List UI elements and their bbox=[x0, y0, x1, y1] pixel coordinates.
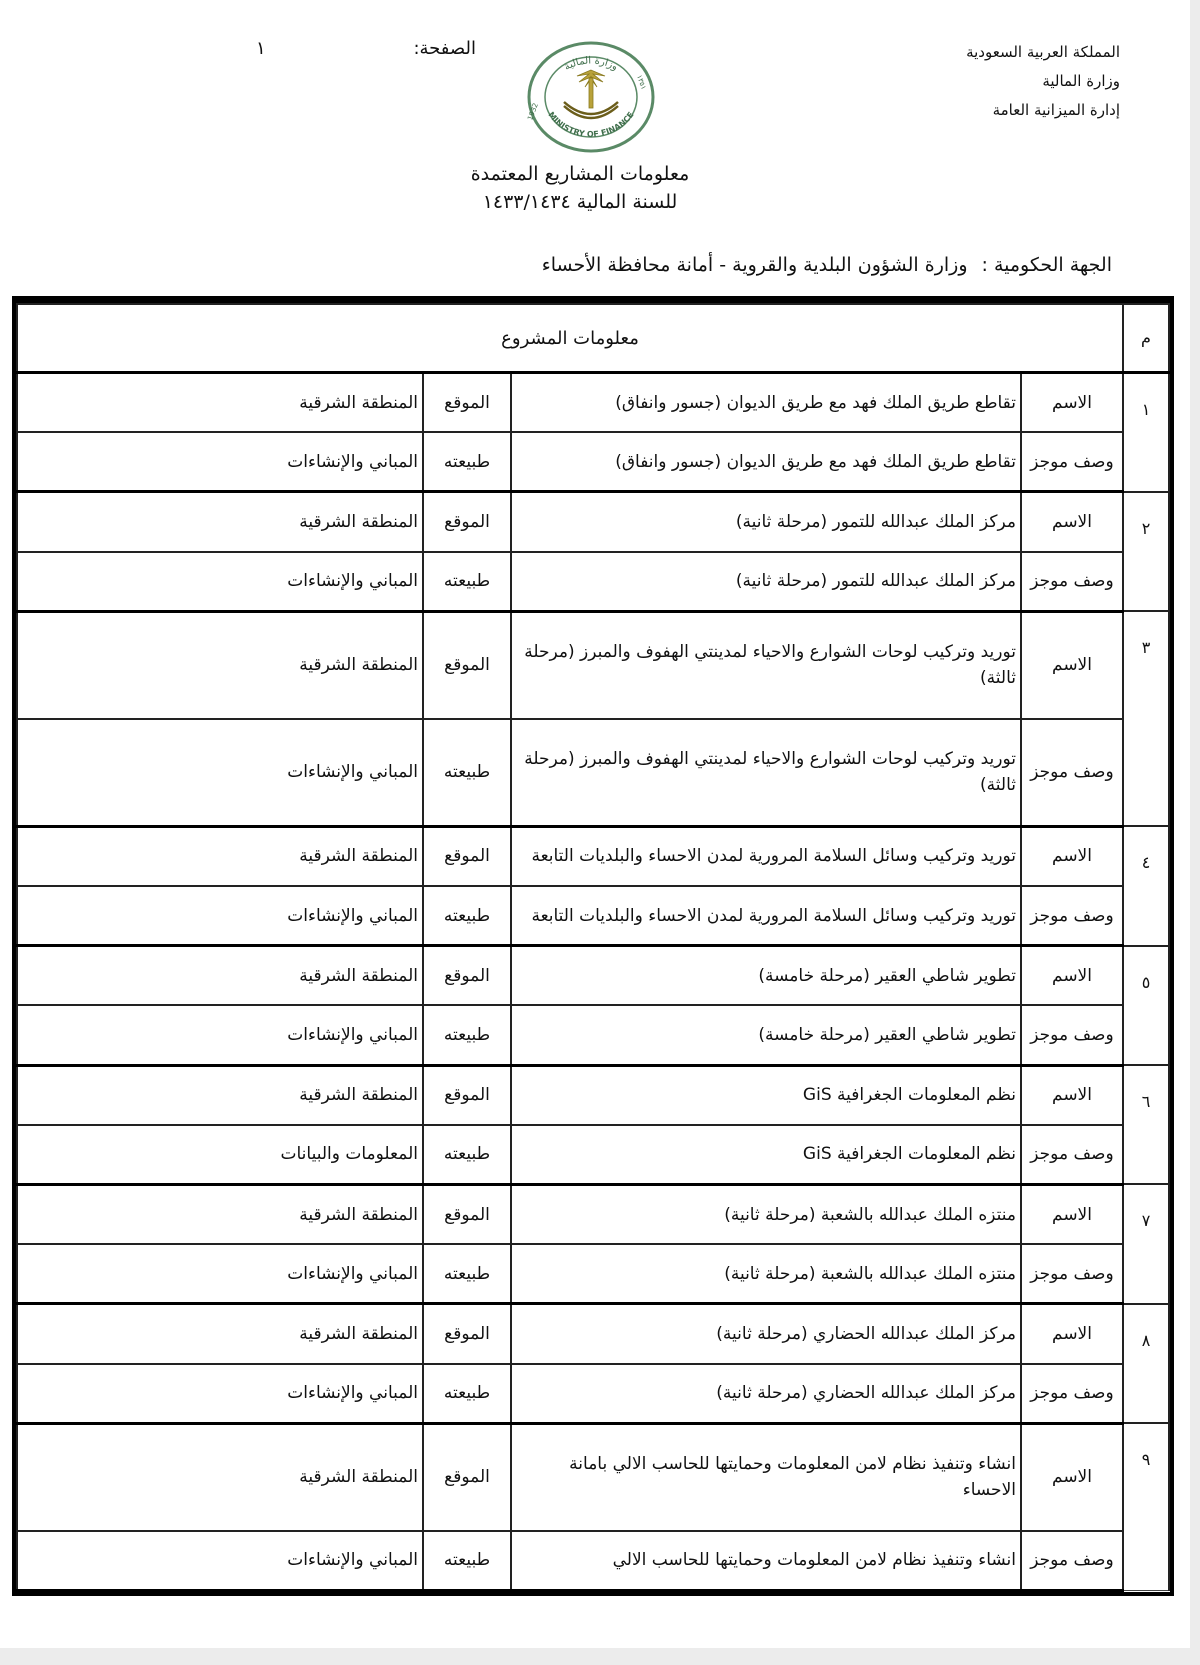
row-number: ٧ bbox=[1123, 1184, 1169, 1303]
project-location: المنطقة الشرقية bbox=[17, 946, 423, 1006]
table-row bbox=[17, 1184, 1169, 1244]
type-label: طبيعته bbox=[423, 886, 511, 946]
location-label: الموقع bbox=[423, 826, 511, 886]
name-label: الاسم bbox=[1021, 1065, 1123, 1125]
name-label: الاسم bbox=[1021, 1423, 1123, 1530]
department-name: إدارة الميزانية العامة bbox=[992, 101, 1120, 119]
description-label: وصف موجز bbox=[1021, 432, 1123, 492]
project-location: المنطقة الشرقية bbox=[17, 826, 423, 886]
table-row bbox=[17, 826, 1169, 886]
row-number: ١ bbox=[1123, 373, 1169, 492]
type-label: طبيعته bbox=[423, 1364, 511, 1424]
project-type: المعلومات والبيانات bbox=[17, 1125, 423, 1185]
description-label: وصف موجز bbox=[1021, 1244, 1123, 1304]
table-row bbox=[17, 1531, 1169, 1591]
description-label: وصف موجز bbox=[1021, 719, 1123, 826]
table-row bbox=[17, 492, 1169, 552]
project-description: منتزه الملك عبدالله بالشعبة (مرحلة ثانية) bbox=[511, 1244, 1021, 1304]
page-number: ١ bbox=[256, 38, 266, 59]
table-row bbox=[17, 552, 1169, 612]
document-title bbox=[420, 160, 740, 216]
name-label: الاسم bbox=[1021, 611, 1123, 718]
ministry-seal-logo bbox=[526, 40, 656, 155]
table-row bbox=[17, 373, 1169, 433]
project-type: المباني والإنشاءات bbox=[17, 1005, 423, 1065]
project-description: مركز الملك عبدالله للتمور (مرحلة ثانية) bbox=[511, 552, 1021, 612]
location-label: الموقع bbox=[423, 1423, 511, 1530]
type-label: طبيعته bbox=[423, 1005, 511, 1065]
table-row bbox=[17, 886, 1169, 946]
government-entity bbox=[542, 254, 1112, 276]
type-label: طبيعته bbox=[423, 552, 511, 612]
project-description: تطوير شاطي العقير (مرحلة خامسة) bbox=[511, 1005, 1021, 1065]
seal-year-right: ١٣٥١ bbox=[634, 73, 648, 91]
type-label: طبيعته bbox=[423, 1531, 511, 1591]
projects-table-frame bbox=[12, 296, 1174, 1596]
row-number: ٦ bbox=[1123, 1065, 1169, 1184]
project-location: المنطقة الشرقية bbox=[17, 1423, 423, 1530]
project-name: تطوير شاطي العقير (مرحلة خامسة) bbox=[511, 946, 1021, 1006]
table-row bbox=[17, 1364, 1169, 1424]
description-label: وصف موجز bbox=[1021, 1364, 1123, 1424]
project-description: مركز الملك عبدالله الحضاري (مرحلة ثانية) bbox=[511, 1364, 1021, 1424]
name-label: الاسم bbox=[1021, 826, 1123, 886]
projects-table bbox=[16, 303, 1170, 1592]
name-label: الاسم bbox=[1021, 492, 1123, 552]
description-label: وصف موجز bbox=[1021, 886, 1123, 946]
row-number: ٢ bbox=[1123, 492, 1169, 611]
project-description: توريد وتركيب وسائل السلامة المرورية لمدن الاحساء والبلديات التابعة bbox=[511, 886, 1021, 946]
title-line-1: معلومات المشاريع المعتمدة bbox=[470, 163, 690, 185]
project-description: انشاء وتنفيذ نظام لامن المعلومات وحمايتها للحاسب الالي bbox=[511, 1531, 1021, 1591]
row-number: ٤ bbox=[1123, 826, 1169, 945]
description-label: وصف موجز bbox=[1021, 1125, 1123, 1185]
entity-value: وزارة الشؤون البلدية والقروية - أمانة محافظة الأحساء bbox=[541, 254, 968, 276]
table-row bbox=[17, 1244, 1169, 1304]
page-label: الصفحة: bbox=[413, 38, 476, 59]
project-location: المنطقة الشرقية bbox=[17, 373, 423, 433]
project-location: المنطقة الشرقية bbox=[17, 1184, 423, 1244]
project-location: المنطقة الشرقية bbox=[17, 492, 423, 552]
location-label: الموقع bbox=[423, 373, 511, 433]
project-location: المنطقة الشرقية bbox=[17, 1065, 423, 1125]
project-name: توريد وتركيب وسائل السلامة المرورية لمدن الاحساء والبلديات التابعة bbox=[511, 826, 1021, 886]
project-type: المباني والإنشاءات bbox=[17, 432, 423, 492]
project-description: تقاطع طريق الملك فهد مع طريق الديوان (جسور وانفاق) bbox=[511, 432, 1021, 492]
name-label: الاسم bbox=[1021, 373, 1123, 433]
column-header-index: م bbox=[1123, 304, 1169, 373]
type-label: طبيعته bbox=[423, 432, 511, 492]
description-label: وصف موجز bbox=[1021, 1005, 1123, 1065]
page-indicator bbox=[256, 38, 476, 59]
name-label: الاسم bbox=[1021, 1184, 1123, 1244]
seal-arabic-text: وزارة المالية bbox=[562, 55, 620, 73]
project-description: نظم المعلومات الجغرافية GiS bbox=[511, 1125, 1021, 1185]
name-label: الاسم bbox=[1021, 1304, 1123, 1364]
palm-swords-emblem bbox=[564, 70, 618, 118]
location-label: الموقع bbox=[423, 611, 511, 718]
project-name: انشاء وتنفيذ نظام لامن المعلومات وحمايتها للحاسب الالي بامانة الاحساء bbox=[511, 1423, 1021, 1530]
project-name: منتزه الملك عبدالله بالشعبة (مرحلة ثانية) bbox=[511, 1184, 1021, 1244]
table-row bbox=[17, 611, 1169, 718]
project-type: المباني والإنشاءات bbox=[17, 1244, 423, 1304]
project-type: المباني والإنشاءات bbox=[17, 552, 423, 612]
type-label: طبيعته bbox=[423, 1125, 511, 1185]
issuer-block bbox=[966, 38, 1120, 125]
location-label: الموقع bbox=[423, 946, 511, 1006]
table-row bbox=[17, 1065, 1169, 1125]
location-label: الموقع bbox=[423, 1304, 511, 1364]
name-label: الاسم bbox=[1021, 946, 1123, 1006]
project-type: المباني والإنشاءات bbox=[17, 719, 423, 826]
project-location: المنطقة الشرقية bbox=[17, 1304, 423, 1364]
table-row bbox=[17, 1423, 1169, 1530]
table-row bbox=[17, 432, 1169, 492]
location-label: الموقع bbox=[423, 492, 511, 552]
project-name: تقاطع طريق الملك فهد مع طريق الديوان (جسور وانفاق) bbox=[511, 373, 1021, 433]
table-row bbox=[17, 1304, 1169, 1364]
column-header-project-info: معلومات المشروع bbox=[17, 304, 1123, 373]
seal-english-text: MINISTRY OF FINANCE bbox=[546, 110, 636, 139]
row-number: ٥ bbox=[1123, 946, 1169, 1065]
location-label: الموقع bbox=[423, 1065, 511, 1125]
row-number: ٣ bbox=[1123, 611, 1169, 826]
project-type: المباني والإنشاءات bbox=[17, 1364, 423, 1424]
table-row bbox=[17, 1125, 1169, 1185]
table-row bbox=[17, 1005, 1169, 1065]
seal-year-left: 1932 bbox=[526, 101, 540, 122]
project-type: المباني والإنشاءات bbox=[17, 886, 423, 946]
table-header-row bbox=[17, 304, 1169, 373]
ministry-name: وزارة المالية bbox=[1042, 72, 1120, 90]
project-name: توريد وتركيب لوحات الشوارع والاحياء لمدينتي الهفوف والمبرز (مرحلة ثالثة) bbox=[511, 611, 1021, 718]
country-name: المملكة العربية السعودية bbox=[966, 43, 1120, 61]
location-label: الموقع bbox=[423, 1184, 511, 1244]
project-name: نظم المعلومات الجغرافية GiS bbox=[511, 1065, 1021, 1125]
type-label: طبيعته bbox=[423, 1244, 511, 1304]
project-type: المباني والإنشاءات bbox=[17, 1531, 423, 1591]
project-name: مركز الملك عبدالله الحضاري (مرحلة ثانية) bbox=[511, 1304, 1021, 1364]
type-label: طبيعته bbox=[423, 719, 511, 826]
project-name: مركز الملك عبدالله للتمور (مرحلة ثانية) bbox=[511, 492, 1021, 552]
project-description: توريد وتركيب لوحات الشوارع والاحياء لمدينتي الهفوف والمبرز (مرحلة ثالثة) bbox=[511, 719, 1021, 826]
table-row bbox=[17, 719, 1169, 826]
description-label: وصف موجز bbox=[1021, 1531, 1123, 1591]
row-number: ٨ bbox=[1123, 1304, 1169, 1423]
entity-label: الجهة الحكومية : bbox=[981, 254, 1112, 276]
table-row bbox=[17, 946, 1169, 1006]
row-number: ٩ bbox=[1123, 1423, 1169, 1590]
description-label: وصف موجز bbox=[1021, 552, 1123, 612]
title-line-2: للسنة المالية ١٤٣٣/١٤٣٤ bbox=[482, 191, 678, 213]
project-location: المنطقة الشرقية bbox=[17, 611, 423, 718]
